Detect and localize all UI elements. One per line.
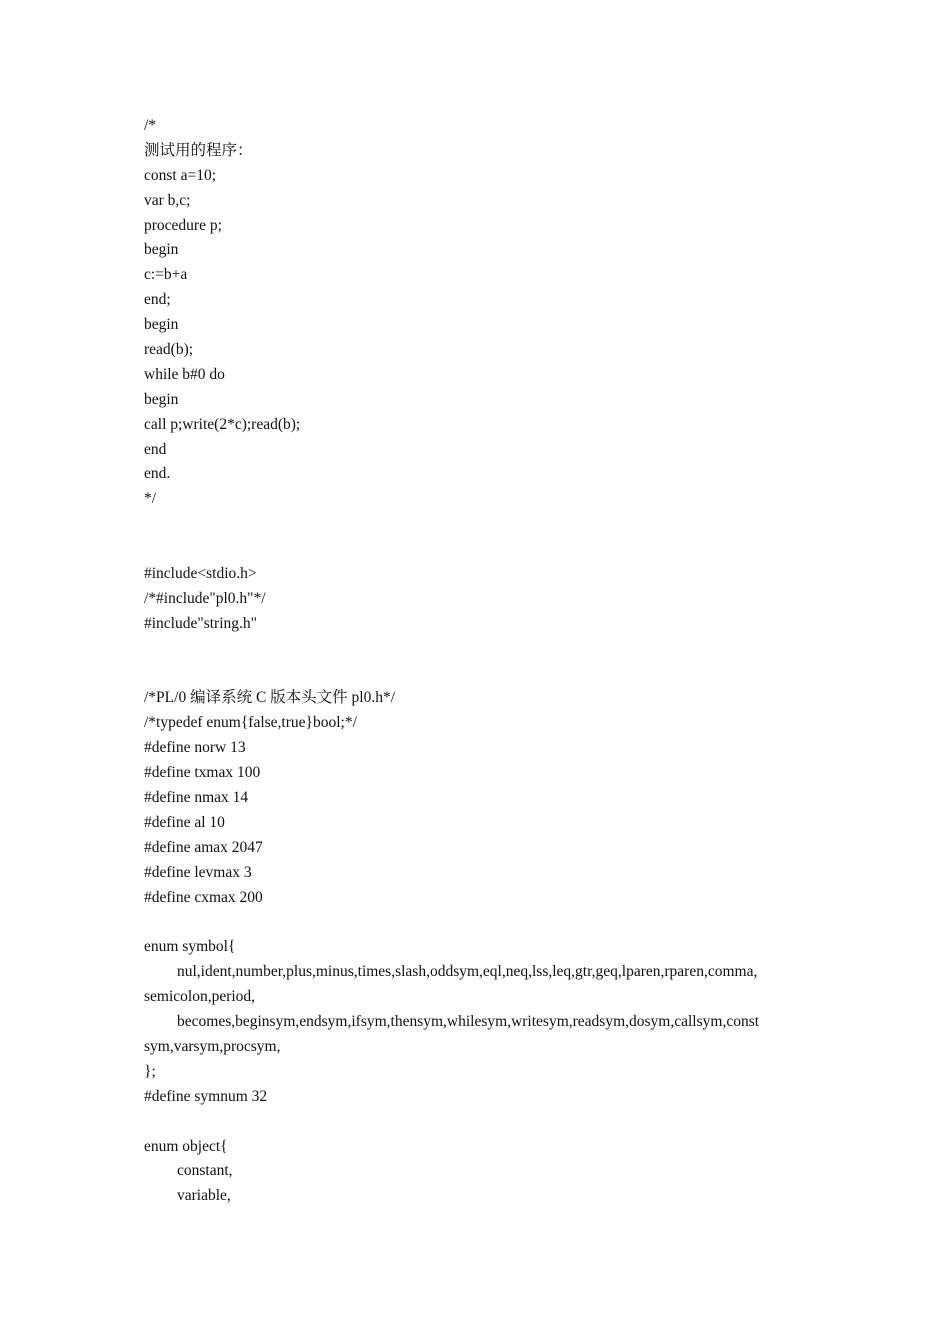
code-line: end; <box>144 291 171 309</box>
code-line: semicolon,period, <box>144 988 256 1006</box>
code-line: #define nmax 14 <box>144 789 249 807</box>
code-line: nul,ident,number,plus,minus,times,slash,oddsym,eql,neq,lss,leq,gtr,geq,lparen,rparen,comma, <box>177 963 758 981</box>
code-line: #include"string.h" <box>144 614 257 632</box>
code-line: call p;write(2*c);read(b); <box>144 415 301 433</box>
code-line: sym,varsym,procsym, <box>144 1037 281 1055</box>
code-line: #define norw 13 <box>144 739 246 757</box>
code-line: */ <box>144 490 157 508</box>
blank-line <box>144 662 814 687</box>
code-line: end <box>144 440 167 458</box>
code-line: procedure p; <box>144 216 222 234</box>
code-line: #define txmax 100 <box>144 764 261 782</box>
code-line: begin <box>144 241 179 259</box>
code-line: /*#include"pl0.h"*/ <box>144 589 266 607</box>
code-line: read(b); <box>144 341 194 359</box>
code-line: /*typedef enum{false,true}bool;*/ <box>144 714 357 732</box>
code-line: /* <box>144 117 157 134</box>
code-line: enum symbol{ <box>144 938 236 956</box>
code-line: enum object{ <box>144 1137 228 1155</box>
code-line: const a=10; <box>144 166 217 184</box>
blank-line <box>144 911 814 936</box>
code-line: #define al 10 <box>144 813 225 831</box>
code-line: 测试用的程序： <box>144 141 253 159</box>
code-line: while b#0 do <box>144 365 225 383</box>
code-line: }; <box>144 1062 156 1080</box>
code-line: begin <box>144 316 179 334</box>
source-code-block <box>144 114 814 1209</box>
blank-line <box>144 1110 814 1135</box>
code-line: c:=b+a <box>144 266 188 284</box>
code-line: becomes,beginsym,endsym,ifsym,thensym,whilesym,writesym,readsym,dosym,callsym,const <box>177 1013 760 1031</box>
blank-line <box>144 637 814 662</box>
code-line: #define symnum 32 <box>144 1087 268 1105</box>
code-line: #define cxmax 200 <box>144 888 263 906</box>
blank-line <box>144 512 814 537</box>
blank-line <box>144 537 814 562</box>
code-line: var b,c; <box>144 191 191 209</box>
code-line: variable, <box>177 1187 231 1205</box>
code-line: end. <box>144 465 171 483</box>
code-line: #include<stdio.h> <box>144 565 257 583</box>
code-line: #define amax 2047 <box>144 838 263 856</box>
code-line: begin <box>144 390 179 408</box>
code-line: #define levmax 3 <box>144 863 252 881</box>
code-line: constant, <box>177 1162 233 1180</box>
code-line: /*PL/0 编译系统 C 版本头文件 pl0.h*/ <box>144 689 396 707</box>
